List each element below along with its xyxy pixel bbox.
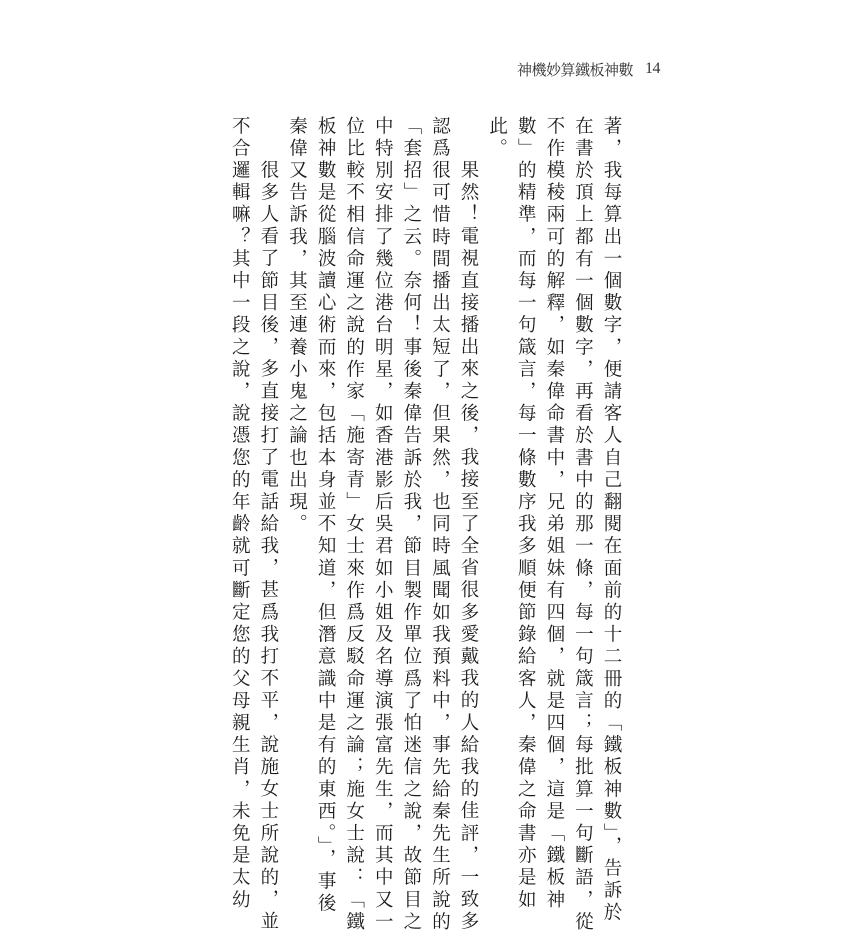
text-column: 認爲很可惜時間播出太短了，但果然，也同時風聞如我預料中，事先給秦先生所說的: [429, 116, 451, 934]
text-column: 不合邏輯嘛？其中一段之說，說憑您的年齡就可斷定您的父母親生肖，未免是太幼: [229, 116, 251, 912]
text-column: 位比較不相信命運之說的作家「施寄青」女士來作爲反駁命運之論；施女士說：「鐵: [343, 116, 365, 934]
vertical-body-text: [225, 116, 625, 934]
text-column: 不作模稜兩可的解釋，如秦偉命書中，兄弟姐妹有四個，就是四個，這是「鐵板神: [543, 116, 565, 912]
text-column: 中特別安排了幾位港台明星，如香港影后吳君如小姐及名導演張富先生，而其中又一: [372, 116, 394, 934]
text-column: 板神數是從腦波讀心術而來，包括本身並不知道，但潛意識中是有的東西。」，事後: [315, 116, 337, 916]
page-number: 14: [645, 60, 660, 77]
running-head: [490, 58, 660, 80]
text-column: 「套招」之云。奈何！事後秦偉告訴於我，節目製作單位爲了怕迷信之說，故節目之: [400, 116, 422, 934]
text-column: 秦偉又告訴我，其至連養小鬼之論也出現。: [286, 116, 308, 536]
text-column: 著，我每算出一個數字，便請客人自己翻閱在面前的十二冊的「鐵板神數」，告訴於: [601, 116, 622, 925]
text-column: 果然！電視直接播出來之後，我接至了全省很多愛戴我的人給我的佳評，一致多: [458, 160, 480, 934]
text-column: 在書於頂上都有一個數字，再看於書中的那一條，每一句箴言；每批算一句斷語，從: [572, 116, 594, 934]
text-column: 數」的精準，而每一句箴言，每一條數序我多順便節錄給客人，秦偉之命書亦是如: [515, 116, 537, 912]
text-column: 很多人看了節目後，多直接打了電話給我，甚爲我打不平，說施女士所說的，並: [257, 160, 279, 934]
book-title: 神機妙算鐵板神數: [516, 60, 633, 79]
text-column: 此。: [486, 116, 508, 161]
